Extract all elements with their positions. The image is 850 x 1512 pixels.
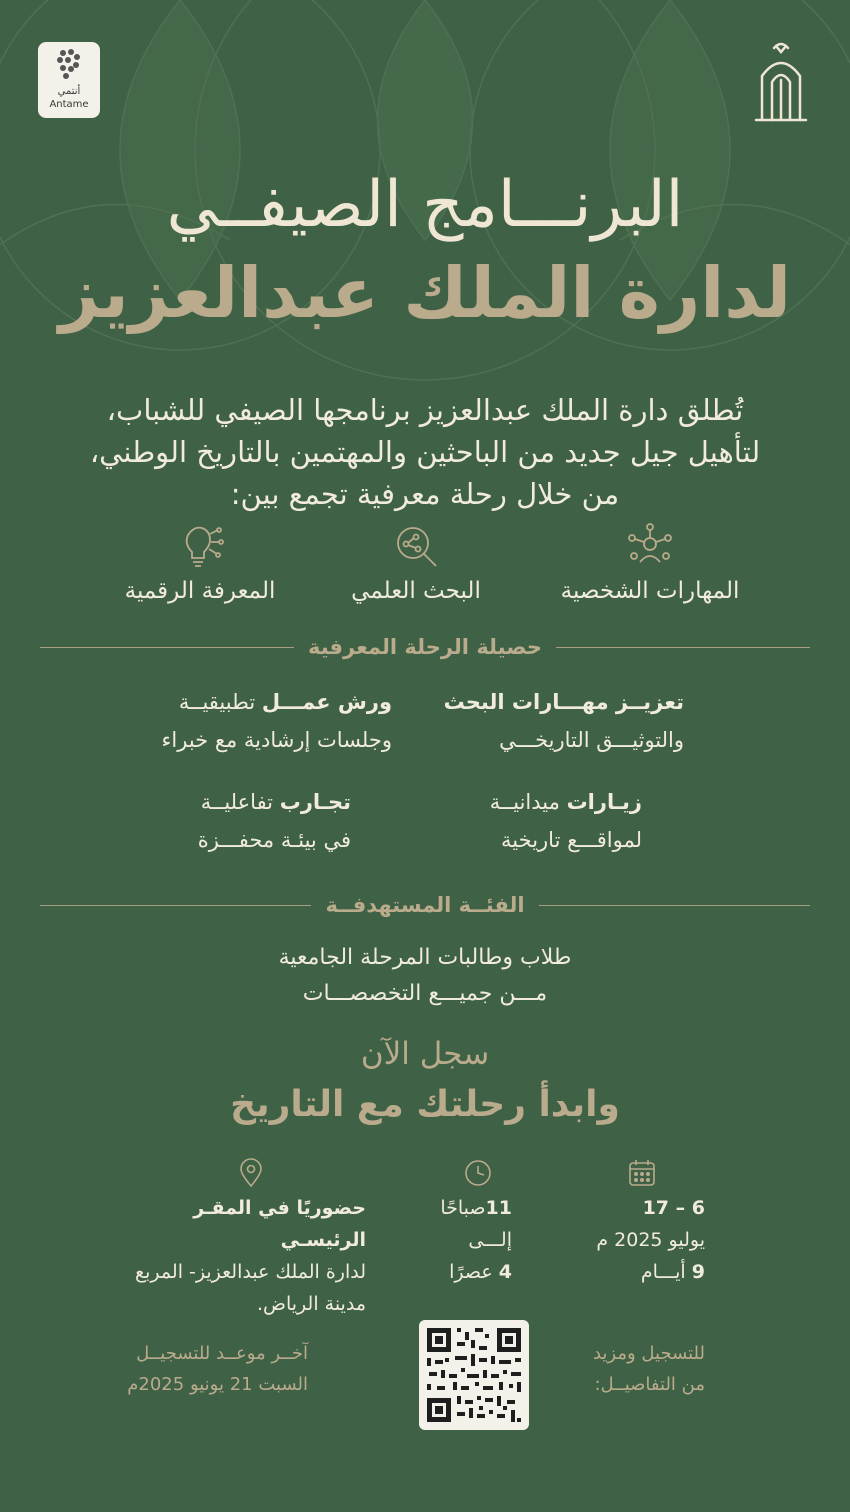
- qr-code-icon: [419, 1320, 529, 1430]
- pillar-personal-skills: [540, 522, 760, 604]
- page-title: البرنـــامج الصيفــي: [166, 168, 684, 242]
- deadline-line-1: آخــر موعــد للتسجيــل: [136, 1343, 308, 1364]
- outcome-desc: لمواقـــع تاريخية: [501, 828, 642, 852]
- registration-deadline: [110, 1338, 308, 1400]
- people-network-icon: [626, 522, 674, 570]
- location-line-3: مدينة الرياض.: [256, 1293, 366, 1315]
- intro-line-1: تُطلق دارة الملك عبدالعزيز برنامجها الصيفي للشباب،: [106, 393, 744, 427]
- calendar-icon: [627, 1158, 657, 1188]
- outcome-title: زيـارات: [566, 790, 642, 814]
- outcome-title-rest: ميدانيــة: [489, 790, 567, 814]
- location-line-2: لدارة الملك عبدالعزيز- المربع: [135, 1261, 366, 1283]
- lightbulb-circuit-icon: [176, 522, 224, 570]
- cta-register-now: سجل الآن: [360, 1036, 490, 1072]
- date-info: [560, 1192, 705, 1288]
- intro-line-3: من خلال رحلة معرفية تجمع بين:: [230, 477, 620, 511]
- outcome-desc: في بيئـة محفـــزة: [197, 828, 351, 852]
- outcome-title-rest: تفاعليــة: [200, 790, 280, 814]
- target-line-2: مـــن جميـــع التخصصـــات: [302, 981, 548, 1006]
- divider-line: [40, 647, 294, 648]
- time-info: [425, 1192, 512, 1288]
- time-end-label: عصرًا: [449, 1261, 493, 1283]
- time-to: إلـــى: [468, 1229, 512, 1251]
- location-info: [110, 1192, 366, 1320]
- divider-line: [539, 905, 810, 906]
- deadline-line-2: السبت 21 يونيو 2025م: [127, 1374, 308, 1395]
- clock-icon: [463, 1158, 493, 1188]
- outcome-desc: والتوثيـــق التاريخـــي: [499, 728, 684, 752]
- target-line-1: طلاب وطالبات المرحلة الجامعية: [278, 945, 572, 970]
- intro-line-2: لتأهيل جيل جديد من الباحثين والمهتمين بالتاريخ الوطني،: [89, 435, 761, 469]
- outcome-item-interactive: [140, 783, 351, 859]
- time-end: 4: [498, 1261, 512, 1283]
- cta-start-journey: وابدأ رحلتك مع التاريخ: [230, 1084, 620, 1125]
- pillar-label: المهارات الشخصية: [560, 578, 740, 604]
- outcome-title: تعزيــز مهـــارات البحث: [443, 690, 684, 714]
- tree-logo-icon: [53, 47, 85, 83]
- darah-logo-text: [748, 36, 749, 37]
- target-heading: الفئــة المستهدفــة: [325, 893, 525, 917]
- antame-logo: [38, 42, 100, 118]
- days-count: 9: [691, 1261, 705, 1283]
- registration-info: [560, 1338, 705, 1400]
- pillar-research: [306, 522, 526, 604]
- days-label: أيـــام: [640, 1261, 686, 1283]
- outcome-title: تجـارب: [279, 790, 351, 814]
- time-start: 11: [485, 1197, 512, 1219]
- location-line-1: حضوريًا في المقـر الرئيسـي: [193, 1197, 366, 1251]
- date-range: 6 – 17: [642, 1197, 705, 1219]
- divider-line: [556, 647, 810, 648]
- divider-line: [40, 905, 311, 906]
- pillar-label: المعرفة الرقمية: [124, 578, 276, 604]
- registration-qr-code[interactable]: [419, 1320, 529, 1430]
- outcome-item-research-skills: [420, 683, 684, 759]
- date-month: يوليو 2025 م: [596, 1229, 705, 1251]
- page-subtitle: لدارة الملك عبدالعزيز: [58, 252, 792, 334]
- outcome-title-rest: تطبيقيــة: [178, 690, 262, 714]
- outcome-title: ورش عمـــل: [261, 690, 392, 714]
- magnifier-network-icon: [392, 522, 440, 570]
- pillar-digital-knowledge: [90, 522, 310, 604]
- outcomes-heading: حصيلة الرحلة المعرفية: [307, 635, 543, 659]
- outcome-item-workshops: [100, 683, 392, 759]
- pillar-label: البحث العلمي: [351, 578, 481, 604]
- registration-info-line-1: للتسجيل ومزيد: [592, 1343, 705, 1364]
- outcome-desc: وجلسات إرشادية مع خبراء: [161, 728, 392, 752]
- registration-info-line-2: من التفاصيــل:: [594, 1374, 705, 1395]
- outcomes-heading-row: [40, 632, 810, 662]
- partner-logo-latin: Antame: [49, 99, 89, 110]
- outcome-item-field-visits: [420, 783, 642, 859]
- darah-emblem-icon: [748, 36, 814, 126]
- time-start-label: صباحًا: [440, 1197, 486, 1219]
- partner-logo-arabic: أنتمي: [57, 86, 81, 97]
- location-pin-icon: [236, 1158, 266, 1188]
- target-heading-row: [40, 890, 810, 920]
- darah-logo: [748, 36, 814, 126]
